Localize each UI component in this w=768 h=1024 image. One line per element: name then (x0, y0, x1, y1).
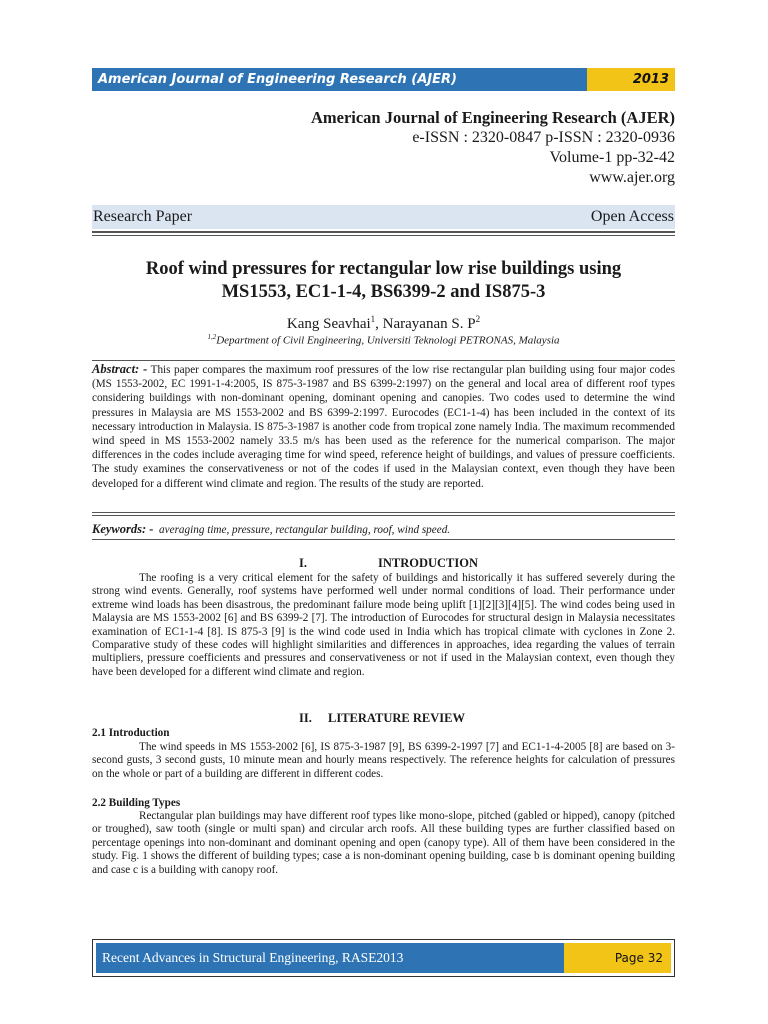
divider (92, 231, 675, 233)
journal-header-title: American Journal of Engineering Research (AJER) (92, 68, 587, 91)
section-title: LITERATURE REVIEW (328, 711, 465, 725)
section-number: II. (299, 711, 312, 725)
paragraph: Rectangular plan buildings may have different roof types like mono-slope, pitched (gabled or hipped), canopy (pitched or troughed), saw tooth (single or multi span) and circular arch roofs. All these building types are further classified based on percentage openings into non-dominant and dominant opening and open (canopy type). All of them have been considered in the study. Fig. 1 shows the different of building types; case a is non-dominant opening building, case b is dominant opening building and case c is a building with canopy roof. (92, 810, 675, 876)
page-footer (92, 939, 675, 977)
section-number: I. (299, 556, 307, 570)
subsection-heading: 2.1 Introduction (92, 727, 170, 739)
author-sup: 2 (475, 314, 481, 324)
journal-header-year: 2013 (587, 68, 675, 91)
subsection-heading: 2.2 Building Types (92, 797, 181, 809)
author-name: Kang Seavhai (286, 316, 371, 332)
divider (92, 235, 675, 236)
divider (92, 512, 675, 513)
affiliation (92, 333, 675, 347)
divider (92, 360, 675, 361)
section-body (92, 572, 675, 679)
paper-type-bar (92, 205, 675, 229)
section-body (92, 741, 675, 781)
access-type: Open Access (590, 208, 674, 225)
author-separator: , (375, 316, 383, 332)
paper-title (92, 258, 675, 304)
paragraph: The wind speeds in MS 1553-2002 [6], IS 875-3-1987 [9], BS 6399-2-1997 [7] and EC1-1-4-2005 [8] are based on 3-second gusts, 3 second gusts, 10 minute mean and hourly means respectively. The reference heights for calculation of pressures on the whole or part of a building are different in different codes. (92, 741, 675, 780)
paper-type: Research Paper (93, 208, 193, 225)
abstract-label: Abstract: - (92, 362, 148, 376)
authors (92, 314, 675, 333)
keywords-label: Keywords: - (92, 522, 154, 536)
keywords-text: averaging time, pressure, rectangular building, roof, wind speed. (159, 524, 451, 536)
keywords (92, 522, 675, 537)
paper-title-line: MS1553, EC1-1-4, BS6399-2 and IS875-3 (221, 282, 546, 302)
section-body (92, 810, 675, 877)
footer-conference: Recent Advances in Structural Engineering, RASE2013 (96, 943, 564, 973)
journal-website: www.ajer.org (589, 169, 675, 186)
section-title: INTRODUCTION (378, 556, 479, 570)
journal-info (311, 108, 675, 188)
abstract (92, 362, 675, 491)
affiliation-text: Department of Civil Engineering, Universiti Teknologi PETRONAS, Malaysia (216, 334, 560, 347)
journal-name: American Journal of Engineering Research (AJER) (310, 108, 675, 127)
page-number: Page 32 (564, 943, 671, 973)
journal-issn: e-ISSN : 2320-0847 p-ISSN : 2320-0936 (412, 129, 675, 146)
paper-title-line: Roof wind pressures for rectangular low rise buildings using (145, 259, 622, 279)
journal-header-bar (92, 68, 675, 91)
divider (92, 539, 675, 540)
paragraph: The roofing is a very critical element for the safety of buildings and historically it has suffered severely during the strong wind events. Generally, roof systems have performed well under normal conditions of load. Their performance under extreme wind loads has been disastrous, the predominant failure mode being uplift [1][2][3][4][5]. The wind codes being used in Malaysia are MS 1553-2002 [6] and BS 6399-2 [7]. The introduction of Eurocodes for structural design in Malaysia necessitates examination of EC1-1-4 [8]. IS 875-3 [9] is the wind code used in India which has tropical climate with cyclones in Zone 2. Comparative study of these codes will highlight similarities and differences in approaches, idea regarding the values of terrain multipliers, pressure coefficients and pressures and conservativeness or not if used in the Malaysian context, even though they have been developed for a different wind climate and region. (92, 572, 675, 678)
abstract-text: This paper compares the maximum roof pressures of the low rise rectangular plan building using four major codes (MS 1553-2002, EC 1991-1-4:2005, IS 875-3-1987 and BS 6399-2:1997) on the general and local area of different roof types considering buildings with non-dominant opening, dominant opening and canopies. Two codes used to determine the wind pressures in Malaysia are MS 1553-2002 and BS 6399-2:1997. Eurocodes (EC1-1-4) has been included in the context of its necessary introduction in Malaysia. IS 875-3-1987 is another code from tropical zone namely India. The maximum recommended wind speed in MS 1553-2002 namely 33.5 m/s has been used as the reference for the numerical comparison. The major differences in the codes include averaging time for wind speed, reference height of buildings, and values of pressure coefficients. The study examines the conservativeness or not of the codes if used in the Malaysian context, even though they have been developed for a different wind climate and region. The results of the study are reported. (92, 364, 675, 490)
author-name: Narayanan S. P (382, 316, 476, 332)
divider (92, 515, 675, 516)
affiliation-sup: 1,2 (207, 333, 217, 341)
author-sup: 1 (370, 314, 376, 324)
journal-volume: Volume-1 pp-32-42 (549, 149, 675, 166)
